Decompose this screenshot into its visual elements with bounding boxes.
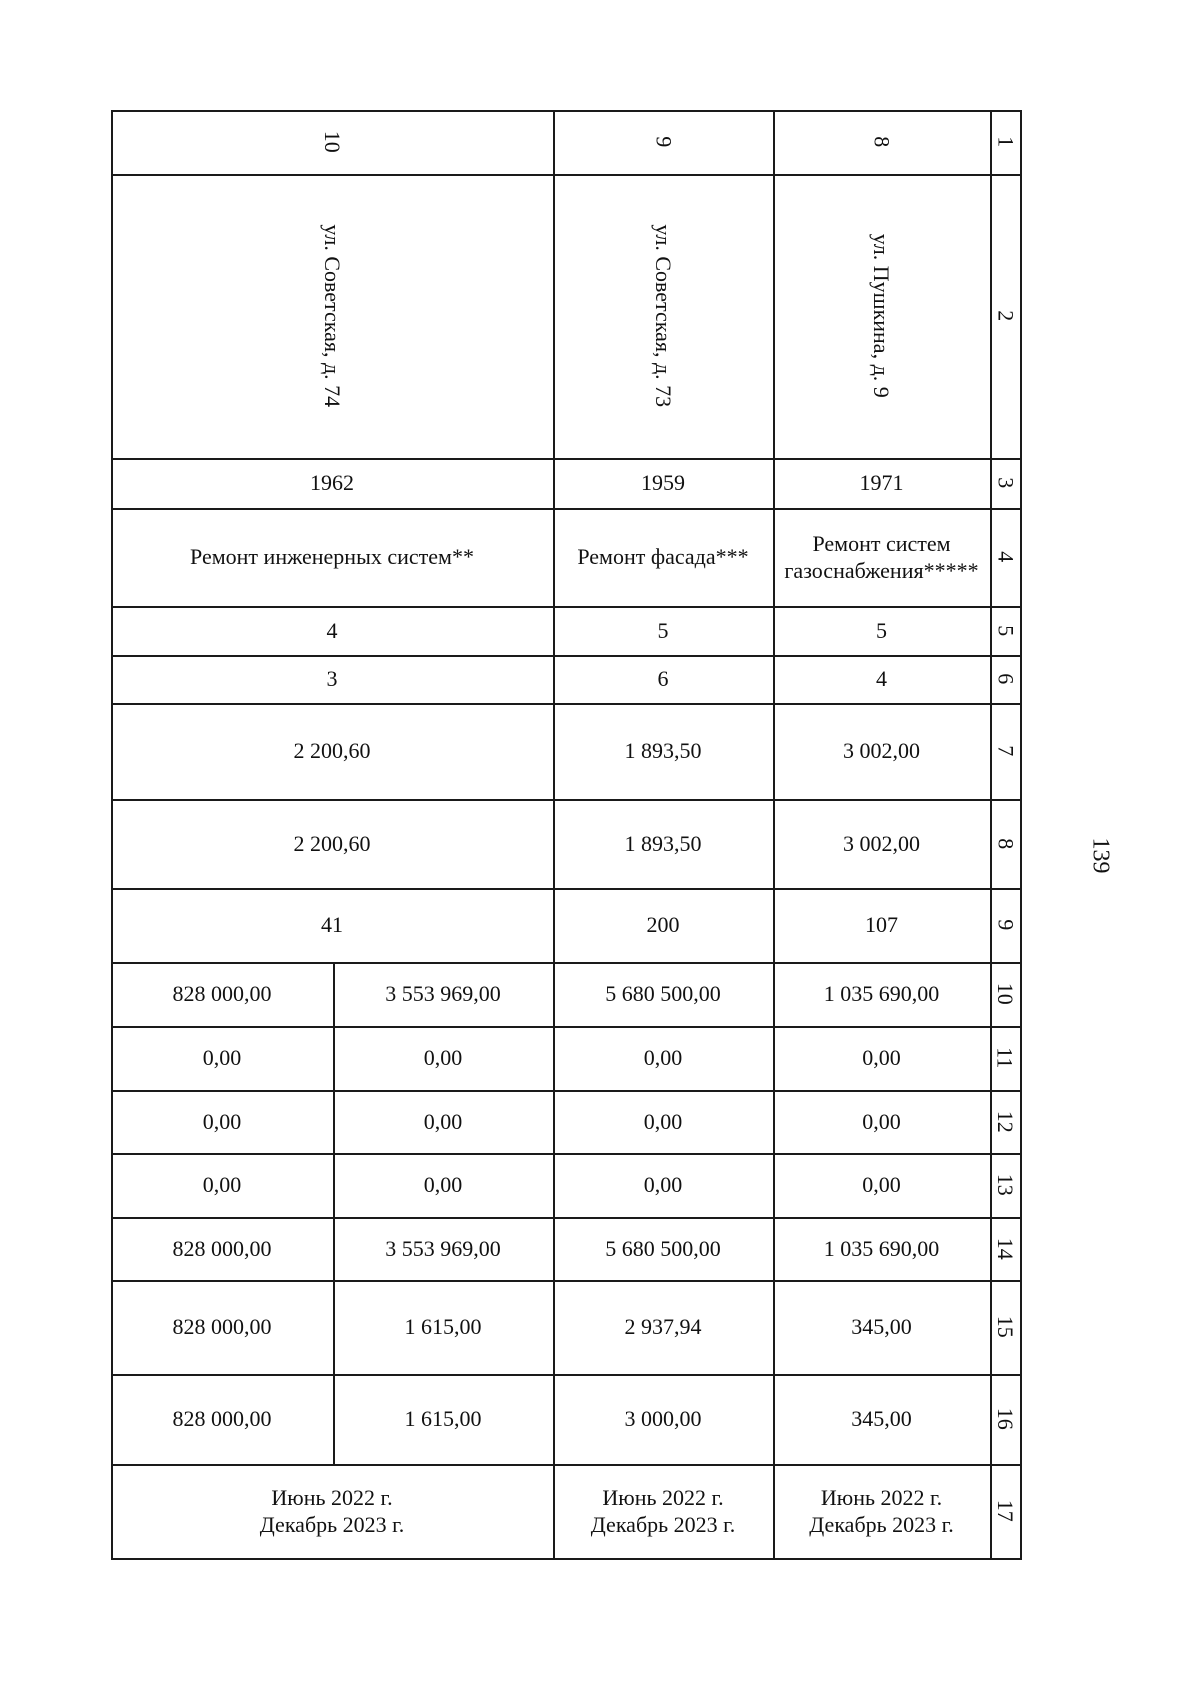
- column-number: [990, 1026, 1020, 1090]
- value-cell: 107: [865, 912, 898, 938]
- value-cell: 345,00: [851, 1406, 912, 1432]
- value-cell: 828 000,00: [172, 981, 272, 1007]
- year-cell: 1971: [859, 470, 904, 496]
- column-number-text: 16: [992, 1408, 1018, 1430]
- row-number-cell-text: 9: [650, 136, 676, 148]
- work-type-cell: Ремонт инженерных систем**: [190, 544, 474, 570]
- value-cell: 3 002,00: [843, 738, 920, 764]
- value-cell: 0,00: [423, 1108, 463, 1134]
- period-cell: [773, 1464, 990, 1558]
- value-cell: 3 553 969,00: [385, 1235, 501, 1261]
- value-cell: 0,00: [643, 1172, 683, 1198]
- column-number-text: 13: [992, 1174, 1018, 1196]
- work-type-cell-line: газоснабжения*****: [784, 558, 979, 583]
- column-number: [990, 1280, 1020, 1374]
- period-cell: [553, 1464, 773, 1558]
- value-cell: 41: [321, 912, 343, 938]
- column-number-text: 4: [992, 551, 1018, 563]
- value-cell: 3 000,00: [624, 1406, 702, 1432]
- column-number-text: 17: [992, 1500, 1018, 1522]
- row-number-cell: [111, 110, 553, 174]
- value-cell: 2 200,60: [293, 830, 371, 856]
- value-cell: 5 680 500,00: [605, 1235, 721, 1261]
- value-cell: 1 035 690,00: [823, 1235, 940, 1261]
- value-cell: 3: [326, 666, 338, 692]
- work-type-cell: Ремонт фасада***: [577, 544, 749, 570]
- value-cell: 828 000,00: [172, 1314, 272, 1340]
- address-cell: [553, 174, 773, 458]
- column-number: [990, 1090, 1020, 1153]
- column-number-text: 14: [992, 1237, 1018, 1260]
- value-cell: 828 000,00: [172, 1406, 272, 1432]
- period-cell-line: Декабрь 2023 г.: [809, 1512, 954, 1537]
- value-cell: 0,00: [423, 1045, 463, 1071]
- period-cell-line: Июнь 2022 г.: [602, 1484, 724, 1510]
- value-cell: 828 000,00: [172, 1235, 272, 1261]
- column-number: [990, 458, 1020, 508]
- column-number: [990, 508, 1020, 606]
- column-number: [990, 174, 1020, 458]
- address-cell: [773, 174, 990, 458]
- value-cell: 3 002,00: [843, 830, 920, 856]
- row-number-cell-text: 8: [869, 136, 895, 148]
- value-cell: 1 615,00: [404, 1406, 482, 1432]
- column-number-text: 1: [992, 136, 1018, 148]
- column-number: [990, 1153, 1020, 1217]
- period-cell-line: Июнь 2022 г.: [271, 1484, 393, 1510]
- value-cell: 5: [657, 617, 669, 643]
- value-cell: 4: [326, 617, 338, 643]
- column-number: [990, 1464, 1020, 1558]
- value-cell: 0,00: [862, 1172, 901, 1198]
- value-cell: 0,00: [202, 1172, 242, 1198]
- row-number-cell-text: 10: [319, 131, 345, 153]
- column-number: [990, 888, 1020, 962]
- column-number: [990, 655, 1020, 703]
- address-cell-text: ул. Пушкина, д. 9: [869, 233, 895, 399]
- value-cell: 4: [876, 666, 887, 692]
- column-number-text: 9: [992, 919, 1018, 931]
- value-cell: 6: [657, 666, 669, 692]
- value-cell: 345,00: [851, 1314, 912, 1340]
- value-cell: 1 615,00: [404, 1314, 482, 1340]
- column-number: [990, 606, 1020, 655]
- column-number: [990, 1217, 1020, 1280]
- period-cell: [111, 1464, 553, 1558]
- column-number: [990, 703, 1020, 799]
- address-cell-text: ул. Советская, д. 73: [650, 224, 676, 408]
- column-number-text: 3: [992, 477, 1018, 489]
- page-number: 139: [1087, 837, 1114, 874]
- value-cell: 1 035 690,00: [823, 981, 940, 1007]
- value-cell: 3 553 969,00: [385, 981, 501, 1007]
- row-number-cell: [773, 110, 990, 174]
- value-cell: 0,00: [862, 1108, 901, 1134]
- row-number-cell: [553, 110, 773, 174]
- value-cell: 200: [646, 912, 680, 938]
- period-cell-line: Декабрь 2023 г.: [590, 1512, 736, 1537]
- address-cell: [111, 174, 553, 458]
- value-cell: 2 937,94: [624, 1314, 702, 1340]
- year-cell: 1962: [310, 470, 354, 496]
- value-cell: 0,00: [202, 1045, 242, 1071]
- column-number-text: 15: [992, 1316, 1018, 1338]
- value-cell: 0,00: [423, 1172, 463, 1198]
- value-cell: 0,00: [202, 1108, 242, 1134]
- column-number-text: 11: [992, 1047, 1018, 1069]
- table-rule: [111, 1558, 1022, 1560]
- value-cell: 1 893,50: [624, 738, 702, 764]
- column-number-text: 5: [992, 625, 1018, 636]
- value-cell: 2 200,60: [293, 738, 371, 764]
- table-rule: [1020, 110, 1022, 1560]
- column-number: [990, 962, 1020, 1026]
- column-number-text: 6: [992, 673, 1018, 685]
- column-number-text: 12: [992, 1110, 1018, 1133]
- address-cell-text: ул. Советская, д. 74: [319, 224, 345, 408]
- value-cell: 5: [876, 617, 887, 643]
- value-cell: 0,00: [643, 1108, 683, 1134]
- year-cell: 1959: [641, 470, 685, 496]
- value-cell: 0,00: [643, 1045, 683, 1071]
- column-number-text: 8: [992, 838, 1018, 849]
- value-cell: 5 680 500,00: [605, 981, 721, 1007]
- column-number: [990, 1374, 1020, 1464]
- column-number-text: 7: [992, 745, 1018, 757]
- value-cell: 1 893,50: [624, 830, 702, 856]
- period-cell-line: Декабрь 2023 г.: [259, 1512, 405, 1537]
- column-number-text: 2: [992, 310, 1018, 322]
- work-type-cell-line: Ремонт систем: [812, 530, 951, 556]
- period-cell-line: Июнь 2022 г.: [820, 1484, 943, 1510]
- value-cell: 0,00: [862, 1045, 901, 1071]
- column-number: [990, 799, 1020, 888]
- work-type-cell: [773, 508, 990, 606]
- column-number: [990, 110, 1020, 174]
- column-number-text: 10: [992, 983, 1018, 1005]
